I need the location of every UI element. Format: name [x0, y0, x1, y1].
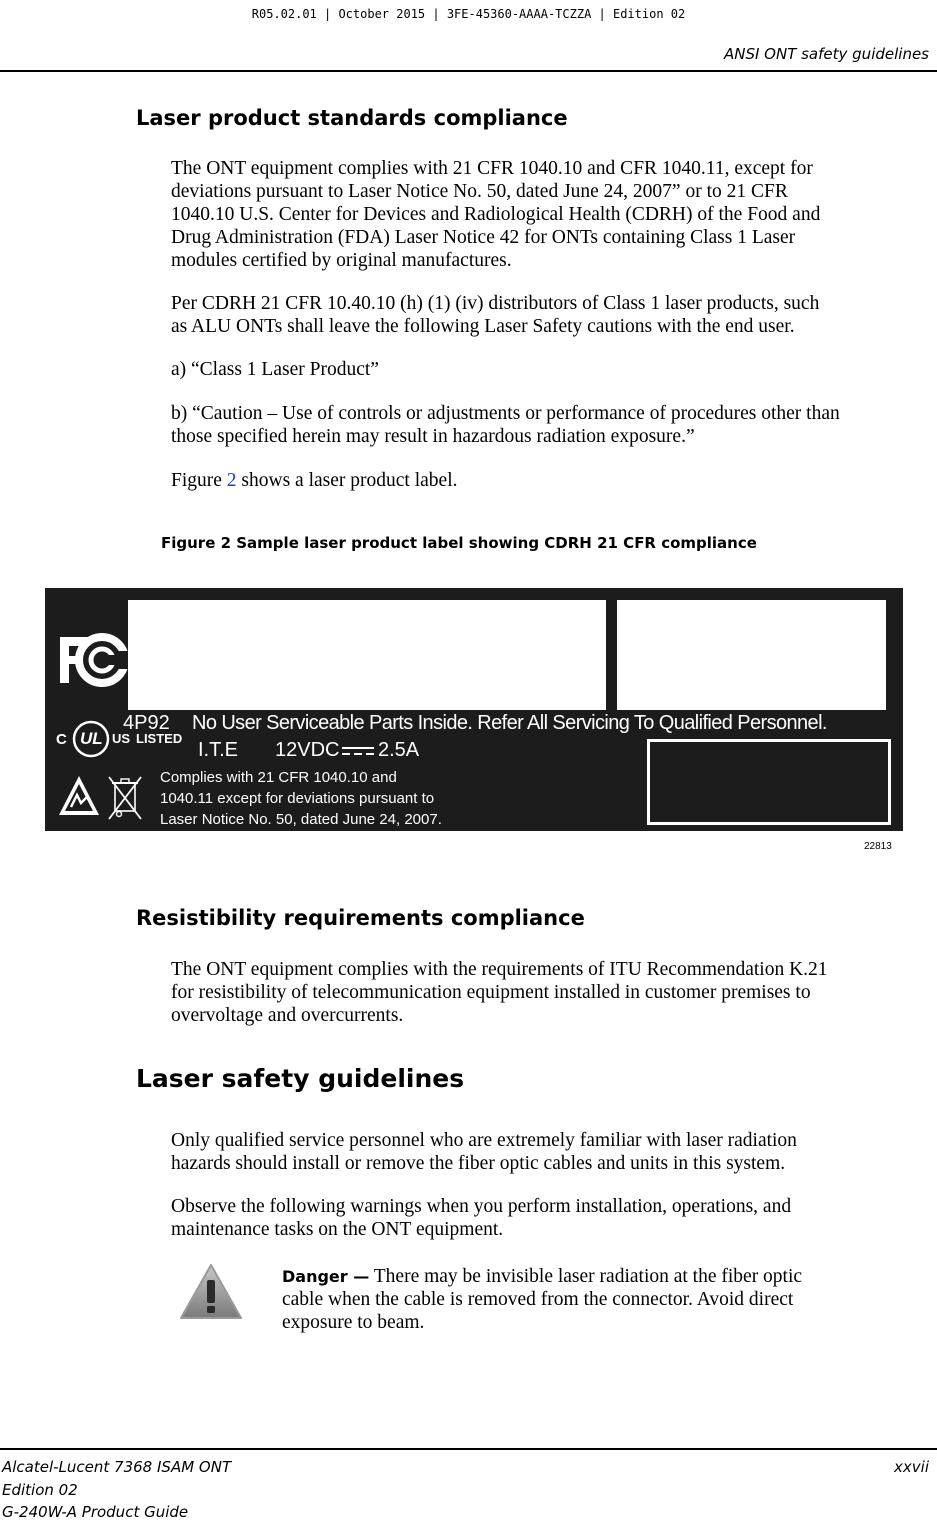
- esd-warning-icon: [57, 773, 101, 819]
- heading-laser-standards: Laser product standards compliance: [136, 106, 568, 130]
- footer-rule: [0, 1448, 937, 1450]
- label-compliance-text: Complies with 21 CFR 1040.10 and 1040.11 except for deviations pursuant to Laser Notice No. 50, dated June 24, 2007.: [160, 769, 442, 828]
- paragraph-caution: b) “Caution – Use of controls or adjustments or performance of procedures other than those specified herein may result in hazardous radiation exposure.”: [171, 403, 840, 447]
- heading-resistibility: Resistibility requirements compliance: [136, 906, 585, 930]
- document-reference: R05.02.01 | October 2015 | 3FE-45360-AAAA-TCZZA | Edition 02: [251, 7, 686, 21]
- label-blank-box-lower: [647, 739, 891, 825]
- footer-product: Alcatel-Lucent 7368 ISAM ONT: [2, 1458, 232, 1476]
- paragraph-cdrh: Per CDRH 21 CFR 10.40.10 (h) (1) (iv) distributors of Class 1 laser products, such as ALU ONTs shall leave the following Laser Safety cautions with the end user.: [171, 293, 820, 337]
- current-text: 2.5A: [378, 739, 420, 761]
- footer-page-number: xxvii: [894, 1458, 929, 1476]
- heading-laser-safety: Laser safety guidelines: [136, 1064, 465, 1093]
- paragraph-class1: a) “Class 1 Laser Product”: [171, 359, 379, 380]
- paragraph-observe-warnings: Observe the following warnings when you perform installation, operations, and maintenance tasks on the ONT equipment.: [171, 1196, 792, 1240]
- danger-label: Danger —: [282, 1267, 370, 1286]
- header-rule: [0, 70, 937, 72]
- warning-triangle-icon: [178, 1262, 244, 1322]
- paragraph-figure-ref: Figure 2 shows a laser product label.: [171, 470, 458, 491]
- paragraph-qualified-personnel: Only qualified service personnel who are extremely familiar with laser radiation hazards should install or remove the fiber optic cables and units in this system.: [171, 1130, 797, 1174]
- laser-product-label: [45, 588, 903, 831]
- weee-bin-icon: [107, 775, 143, 821]
- ul-listed-mark: C UL US LISTED: [56, 716, 186, 766]
- ite-text: I.T.E: [198, 739, 239, 761]
- voltage-text: 12VDC: [275, 739, 340, 761]
- footer-edition: Edition 02: [2, 1481, 78, 1499]
- paragraph-resistibility: The ONT equipment complies with the requirements of ITU Recommendation K.21 for resistibility of telecommunication equipment installed in customer premises to overvoltage and overcurrents.: [171, 959, 828, 1026]
- running-title: ANSI ONT safety guidelines: [723, 45, 929, 63]
- service-notice: No User Serviceable Parts Inside. Refer All Servicing To Qualified Personnel.: [192, 712, 827, 734]
- model-code: 4P92: [123, 712, 170, 734]
- dc-symbol: [342, 743, 374, 759]
- label-blank-panel-right: [617, 600, 886, 710]
- figure-caption: Figure 2 Sample laser product label showing CDRH 21 CFR compliance: [161, 534, 757, 552]
- footer-guide: G-240W-A Product Guide: [2, 1503, 189, 1521]
- label-blank-panel-left: [128, 600, 606, 710]
- figure-number: 22813: [864, 841, 892, 852]
- paragraph-compliance: The ONT equipment complies with 21 CFR 1040.10 and CFR 1040.11, except for deviations pursuant to Laser Notice No. 50, dated June 24, 2007” or to 21 CFR 1040.10 U.S. Center for Devices and Radiological Health (CDRH) of the Food and Drug Administration (FDA) Laser Notice 42 for ONTs containing Class 1 Laser modules certified by original manufactures.: [171, 158, 821, 271]
- danger-note: Danger — There may be invisible laser radiation at the fiber optic cable when the cable is removed from the connector. Avoid direct exposure to beam.: [282, 1266, 803, 1333]
- fcc-logo: [58, 631, 128, 689]
- figure-2-link[interactable]: 2: [226, 470, 237, 491]
